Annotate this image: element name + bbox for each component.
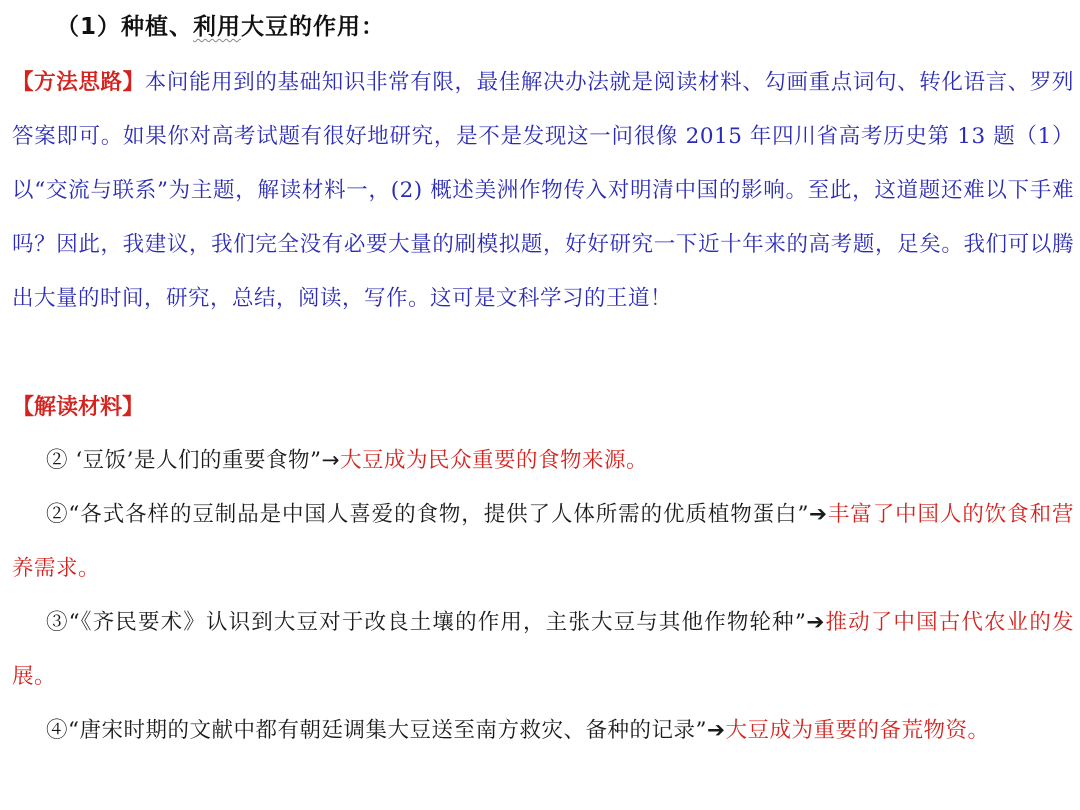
arrow-icon: ➔ xyxy=(806,610,825,635)
interpretation-list xyxy=(12,434,1074,758)
arrow-icon: ➔ xyxy=(707,718,726,743)
list-item xyxy=(12,704,1074,758)
arrow-icon: ➔ xyxy=(808,502,828,527)
item-conclusion: 推动了中国古代农业的发展。 xyxy=(12,610,1074,689)
heading-suffix: 大豆的作用： xyxy=(241,14,386,40)
method-paragraph xyxy=(12,56,1074,326)
section-heading xyxy=(56,8,385,41)
heading-squiggle-word: 利用 xyxy=(193,14,242,40)
interpretation-label: 【解读材料】 xyxy=(12,395,145,420)
item-marker: ④ xyxy=(46,718,69,743)
method-label: 【方法思路】 xyxy=(12,70,145,95)
item-quote: “唐宋时期的文献中都有朝廷调集大豆送至南方救灾、备种的记录” xyxy=(68,718,708,743)
item-quote: “各式各样的豆制品是中国人喜爱的食物，提供了人体所需的优质植物蛋白” xyxy=(68,502,809,527)
item-conclusion: 大豆成为重要的备荒物资。 xyxy=(725,718,990,743)
item-marker: ② xyxy=(46,448,69,473)
item-quote: “《齐民要术》认识到大豆对于改良土壤的作用，主张大豆与其他作物轮种” xyxy=(68,610,807,635)
heading-mid: 种植、 xyxy=(121,14,194,40)
list-item xyxy=(12,434,1074,488)
item-quote: ‘豆饭’是人们的重要食物” xyxy=(68,448,322,473)
item-conclusion: 丰富了中国人的饮食和营养需求。 xyxy=(12,502,1074,581)
heading-prefix: （1） xyxy=(56,14,122,40)
arrow-icon: → xyxy=(321,448,341,473)
method-text: 本问能用到的基础知识非常有限，最佳解决办法就是阅读材料、勾画重点词句、转化语言、罗列答案即可。如果你对高考试题有很好地研究，是不是发现这一问很像 2015 年四川省高考历史第 13 题（1）以“交流与联系”为主题，解读材料一，(2) 概述美洲作物传入对明清中国的影响。至此，这道题还难以下手难吗？因此，我建议，我们完全没有必要大量的刷模拟题，好好研究一下近十年来的高考题，足矣。我们可以腾出大量的时间，研究，总结，阅读，写作。这可是文科学习的王道！ xyxy=(12,70,1074,311)
list-item xyxy=(12,488,1074,596)
item-conclusion: 大豆成为民众重要的食物来源。 xyxy=(340,448,649,473)
item-marker: ③ xyxy=(46,610,69,635)
list-item xyxy=(12,596,1074,704)
item-marker: ② xyxy=(46,502,69,527)
